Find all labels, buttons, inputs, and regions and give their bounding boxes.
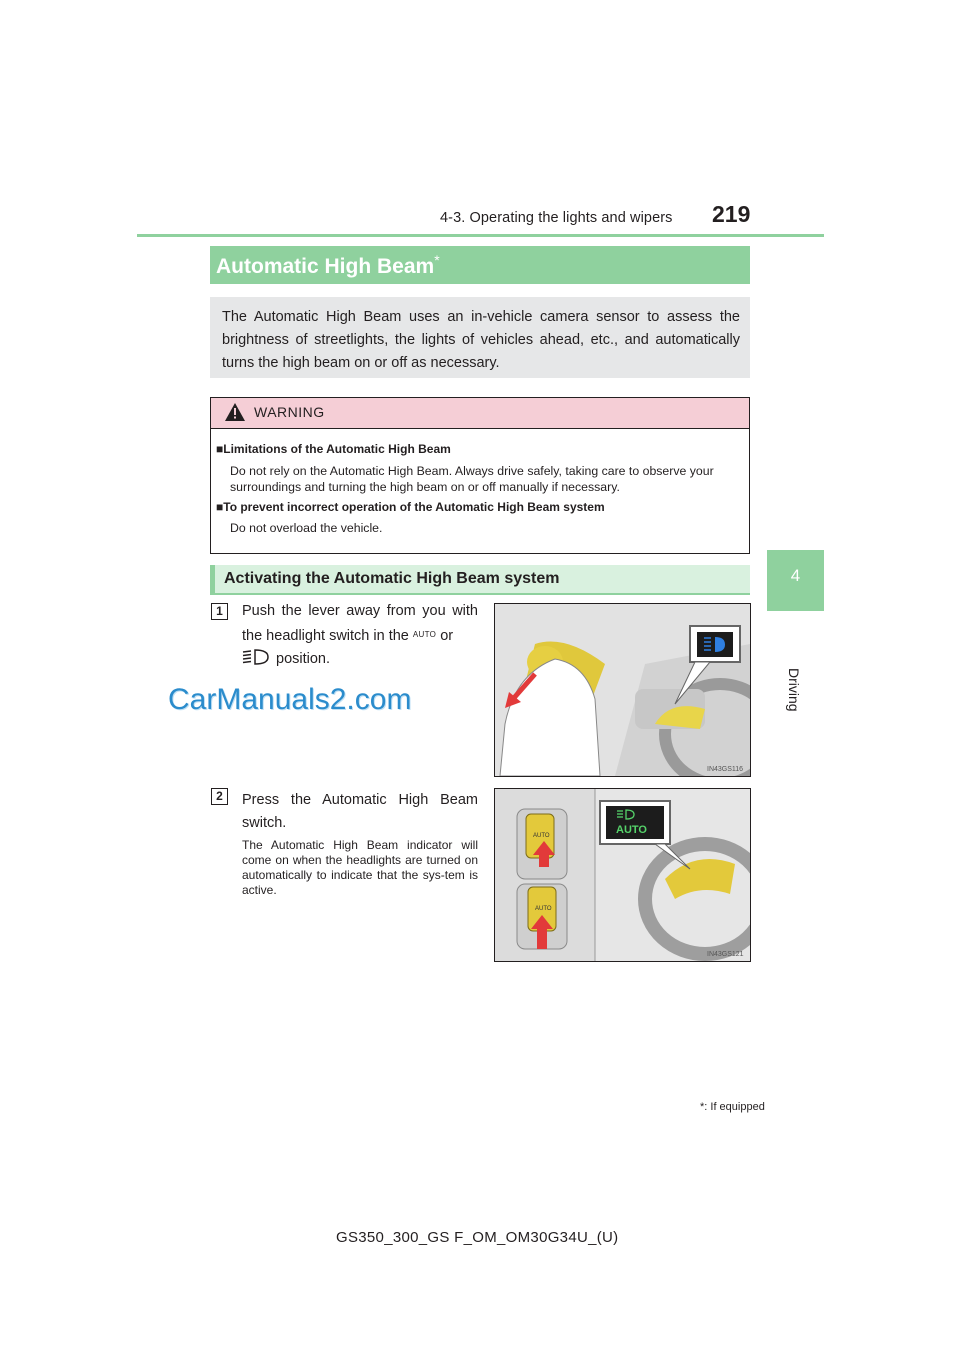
header-rule	[137, 234, 824, 237]
section-header: 4-3. Operating the lights and wipers	[440, 210, 673, 226]
warning-item-title	[216, 442, 451, 456]
figure-code: IN43GS121	[707, 951, 744, 958]
chapter-label	[784, 620, 804, 712]
step-text	[242, 600, 478, 671]
page-title	[216, 252, 440, 279]
switch-illustration	[494, 788, 751, 962]
square-bullet-icon: ■	[216, 442, 224, 456]
square-bullet-icon: ■	[216, 500, 224, 514]
switch-auto-label: AUTO	[533, 833, 550, 839]
chapter-number: 4	[790, 566, 801, 585]
step-note: The Automatic High Beam indicator will come on when the headlights are turned on automatically to indicate that the sys-tem is active.	[242, 838, 478, 897]
warning-title: WARNING	[254, 404, 325, 420]
subsection-title: Activating the Automatic High Beam system	[224, 570, 560, 587]
if-equipped-marker: *	[434, 252, 440, 268]
chapter-label-text: Driving	[786, 668, 802, 712]
footnote	[700, 1101, 765, 1113]
figure-code: IN43GS116	[707, 766, 744, 773]
switch-figure-svg	[495, 789, 750, 961]
lever-figure-svg	[495, 604, 750, 776]
page-title-text: Automatic High Beam	[216, 255, 435, 278]
switch-auto-label: AUTO	[535, 906, 552, 912]
auto-indicator-label: AUTO	[616, 824, 647, 836]
warning-item-body: Do not overload the vehicle.	[230, 521, 383, 535]
step-text-part: Push the lever away from you with the headlight switch in the	[242, 603, 478, 644]
step-text-part: position.	[276, 651, 331, 667]
chapter-tab-rule	[767, 610, 824, 611]
auto-glyph-icon: AUTO	[412, 630, 437, 639]
page-number: 219	[712, 201, 751, 227]
step-text-part: or	[440, 628, 454, 644]
subsection-rule	[210, 593, 750, 595]
step-text: Press the Automatic High Beam switch.	[242, 792, 478, 831]
intro-text: The Automatic High Beam uses an in-vehicle camera sensor to assess the brightness of streetlights, the lights of vehicles ahead, etc., and automatically turns the high beam on or off as necessary.	[222, 309, 740, 371]
footnote-text: : If equipped	[704, 1101, 765, 1113]
warning-item-title-text: Limitations of the Automatic High Beam	[223, 442, 451, 456]
warning-item-title	[216, 500, 605, 514]
lever-illustration	[494, 603, 751, 777]
step-number: 2	[211, 788, 228, 805]
warning-item-title-text: To prevent incorrect operation of the Automatic High Beam system	[223, 500, 605, 514]
warning-item-body: Do not rely on the Automatic High Beam. Always drive safely, taking care to observe your surroundings and turning the high beam on or off manually if necessary.	[230, 464, 714, 494]
document-code: GS350_300_GS F_OM_OM30G34U_(U)	[336, 1229, 619, 1246]
step-number: 1	[211, 603, 228, 620]
headlight-icon	[242, 649, 270, 665]
watermark: CarManuals2.com	[168, 683, 412, 716]
warning-triangle-icon	[225, 403, 245, 421]
footnote-marker: *	[700, 1101, 705, 1113]
